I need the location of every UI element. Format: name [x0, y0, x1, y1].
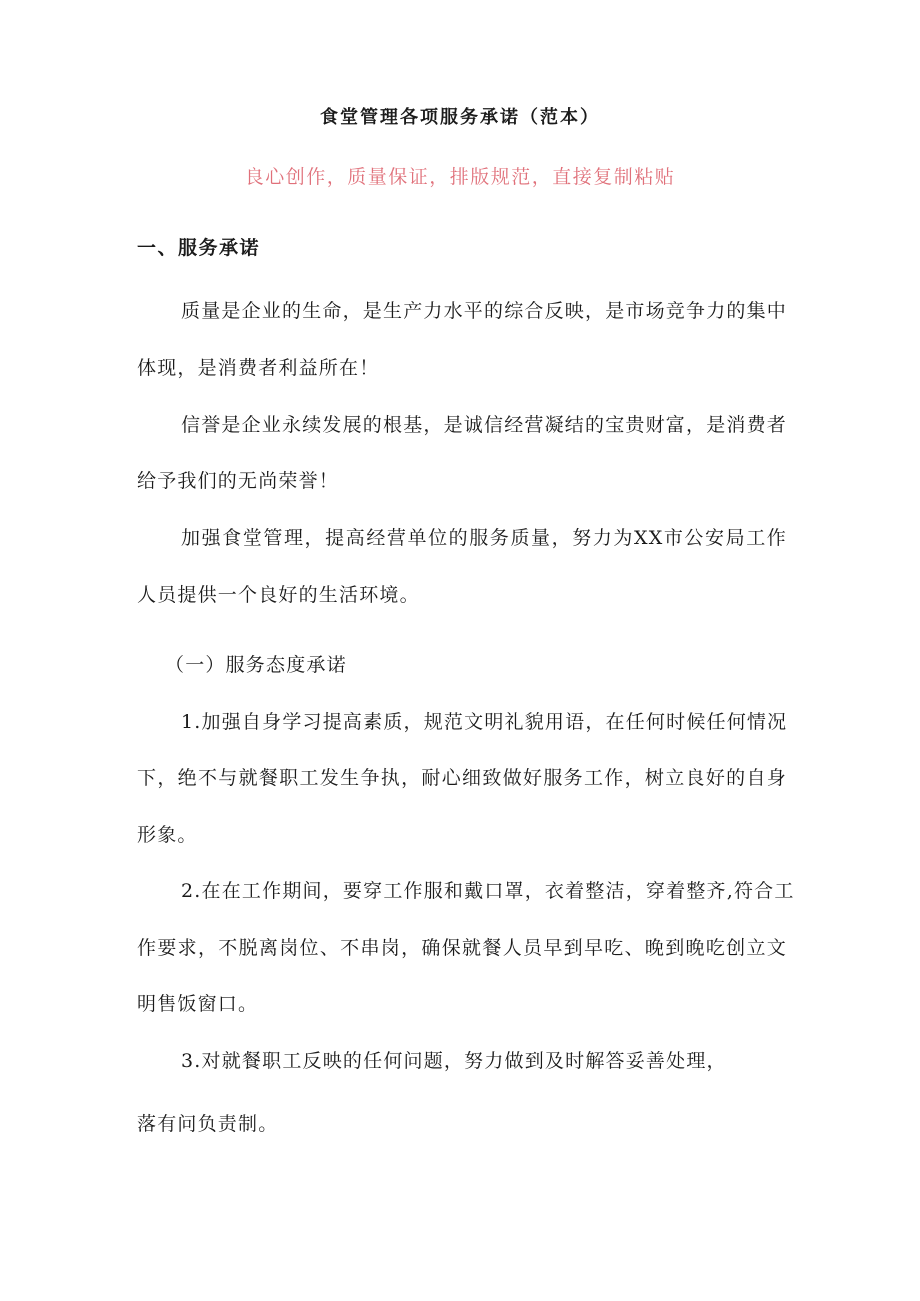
paragraph-2-line-2: 给予我们的无尚荣誉！: [137, 470, 340, 492]
item-2-line-1: 2.在在工作期间，要穿工作服和戴口罩，衣着整洁，穿着整齐,符合工: [181, 880, 795, 902]
item-3-line-2: 落有问负责制。: [137, 1113, 279, 1135]
section-heading: 一、服务承诺: [137, 237, 261, 259]
item-3-line-1: 3.对就餐职工反映的任何问题，努力做到及时解答妥善处理，: [181, 1050, 727, 1072]
item-1-line-3: 形象。: [137, 824, 198, 846]
subsection-heading: （一）服务态度承诺: [165, 654, 347, 676]
document-title: 食堂管理各项服务承诺（范本）: [320, 107, 600, 128]
item-1-line-2: 下，绝不与就餐职工发生争执，耐心细致做好服务工作，树立良好的自身: [137, 767, 787, 789]
paragraph-3-line-2: 人员提供一个良好的生活环境。: [137, 584, 420, 606]
item-2-line-3: 明售饭窗口。: [137, 993, 259, 1015]
document-subtitle: 良心创作，质量保证，排版规范，直接复制粘贴: [244, 166, 676, 188]
item-1-line-1: 1.加强自身学习提高素质，规范文明礼貌用语，在任何时候任何情况: [181, 711, 788, 733]
item-2-line-2: 作要求，不脱离岗位、不串岗，确保就餐人员早到早吃、晚到晚吃创立文: [137, 937, 787, 959]
paragraph-1-line-2: 体现，是消费者利益所在！: [137, 357, 380, 379]
paragraph-3-line-1: 加强食堂管理，提高经营单位的服务质量，努力为XX市公安局工作: [181, 527, 787, 549]
paragraph-2-line-1: 信誉是企业永续发展的根基，是诚信经营凝结的宝贵财富，是消费者: [181, 414, 788, 436]
paragraph-1-line-1: 质量是企业的生命，是生产力水平的综合反映，是市场竞争力的集中: [181, 300, 788, 322]
